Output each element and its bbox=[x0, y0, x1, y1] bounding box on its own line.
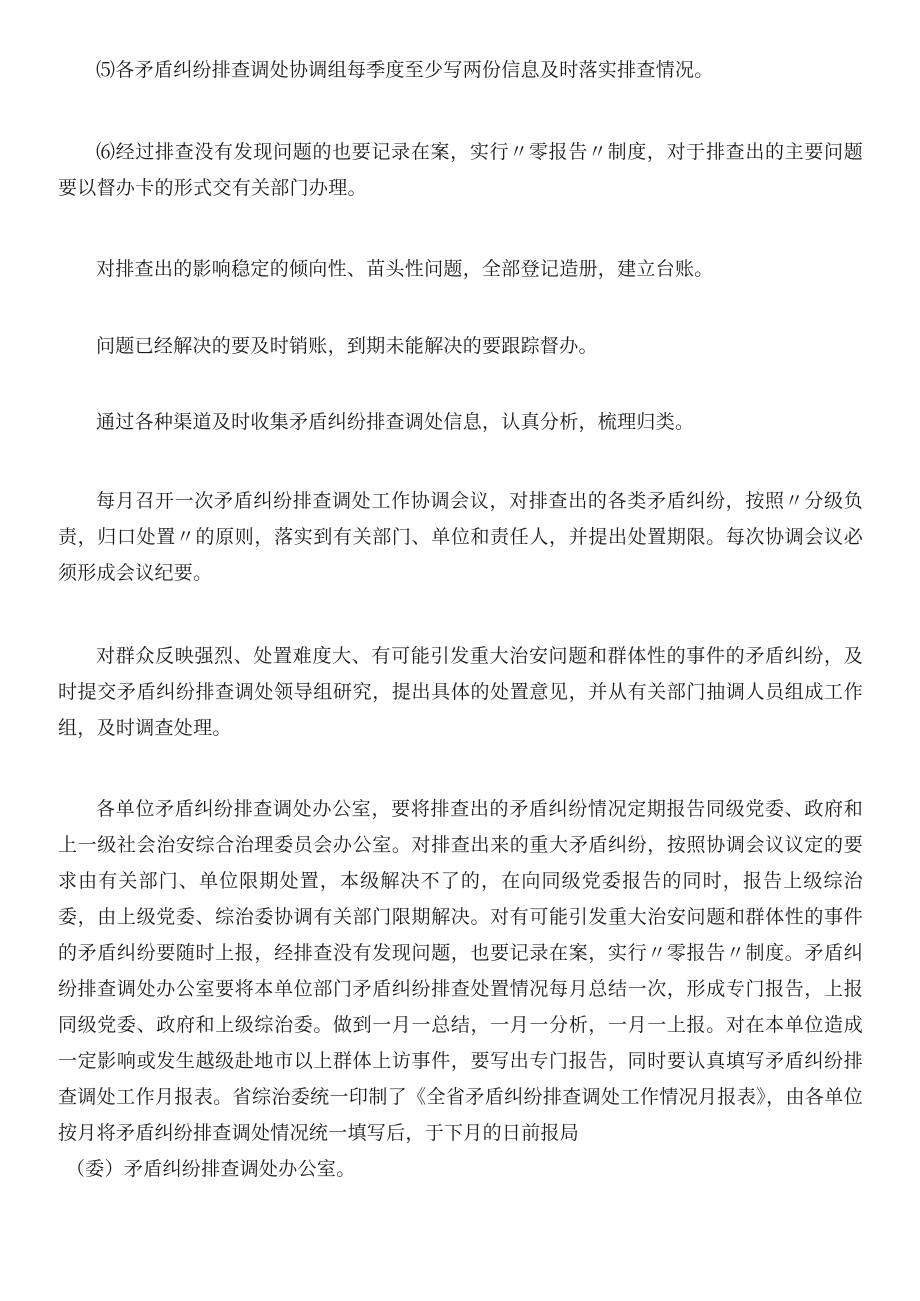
paragraph-item-6: ⑹经过排查没有发现问题的也要记录在案，实行〃零报告〃制度，对于排查出的主要问题要以督办卡的形式交有关部门办理。 bbox=[58, 141, 863, 199]
paragraph-close-account: 问题已经解决的要及时销账，到期未能解决的要跟踪督办。 bbox=[96, 335, 598, 357]
paragraph-item-5: ⑸各矛盾纠纷排查调处协调组每季度至少写两份信息及时落实排查情况。 bbox=[96, 59, 714, 81]
paragraph-collect-info: 通过各种渠道及时收集矛盾纠纷排查调处信息，认真分析，梳理归类。 bbox=[96, 411, 695, 433]
paragraph-office-reporting-body: 各单位矛盾纠纷排查调处办公室，要将排查出的矛盾纠纷情况定期报告同级党委、政府和上一级社会治安综合治理委员会办公室。对排查出来的重大矛盾纠纷，按照协调会议议定的要求由有关部门、单位限期处置，本级解决不了的，在向同级党委报告的同时，报告上级综治委，由上级党委、综治委协调有关部门限期解决。对有可能引发重大治安问题和群体性的事件的矛盾纠纷要随时上报，经排查没有发现问题，也要记录在案，实行〃零报告〃制度。矛盾纠纷排查调处办公室要将本单位部门矛盾纠纷排查处置情况每月总结一次，形成专门报告，上报同级党委、政府和上级综治委。做到一月一总结，一月一分析，一月一上报。对在本单位造成一定影响或发生越级赴地市以上群体上访事件，要写出专门报告，同时要认真填写矛盾纠纷排查调处工作月报表。省综治委统一印制了《全省矛盾纠纷排查调处工作情况月报表》，由各单位按月将矛盾纠纷排查调处情况统一填写后，于下月的日前报局 bbox=[58, 798, 863, 1144]
paragraph-office-reporting bbox=[58, 791, 863, 1187]
paragraph-monthly-meeting: 每月召开一次矛盾纠纷排查调处工作协调会议，对排查出的各类矛盾纠纷，按照〃分级负责，归口处置〃的原则，落实到有关部门、单位和责任人，并提出处置期限。每次协调会议必须形成会议纪要。 bbox=[58, 490, 863, 584]
closing-line: （委）矛盾纠纷排查调处办公室。 bbox=[66, 1158, 356, 1180]
paragraph-major-disputes: 对群众反映强烈、处置难度大、有可能引发重大治安问题和群体性的事件的矛盾纠纷，及时提交矛盾纠纷排查调处领导组研究，提出具体的处置意见，并从有关部门抽调人员组成工作组，及时调查处理。 bbox=[58, 645, 863, 739]
paragraph-ledger: 对排查出的影响稳定的倾向性、苗头性问题，全部登记造册，建立台账。 bbox=[96, 258, 714, 280]
